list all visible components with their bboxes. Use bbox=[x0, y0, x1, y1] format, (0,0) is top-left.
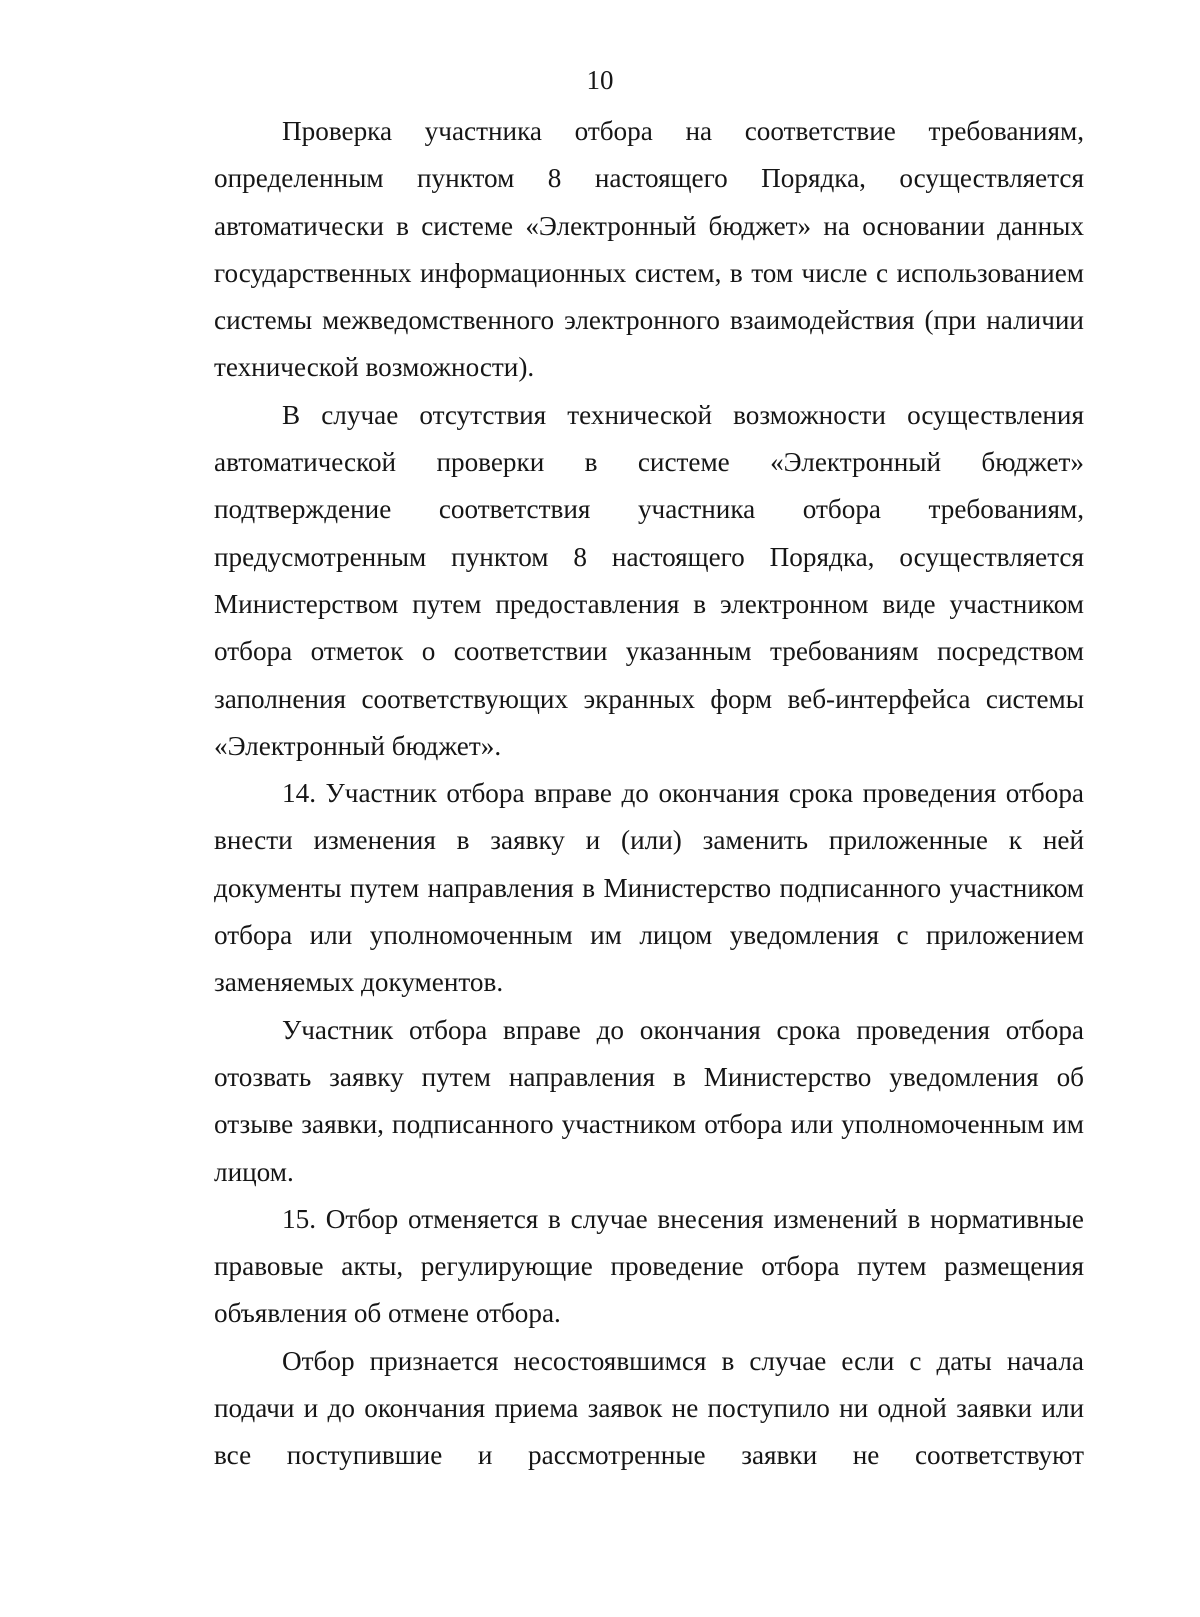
paragraph-withdraw-application: Участник отбора вправе до окончания срока проведения отбора отозвать заявку путем направления в Министерство уведомления об отзыве заявки, подписанного участником отбора или уполномоченным им лицом. bbox=[214, 1014, 1084, 1187]
paragraph-no-technical-possibility: В случае отсутствия технической возможности осуществления автоматической проверки в системе «Электронный бюджет» подтверждение соответствия участника отбора требованиям, предусмотренным пунктом 8 настоящего Порядка, осуществляется Министерством путем предоставления в электронном виде участником отбора отметок о соответствии указанным требованиям посредством заполнения соответствующих экранных форм веб-интерфейса системы «Электронный бюджет». bbox=[214, 399, 1084, 761]
page-number: 10 bbox=[586, 65, 614, 95]
paragraph-item-14: 14. Участник отбора вправе до окончания срока проведения отбора внести изменения в заявку и (или) заменить приложенные к ней документы путем направления в Министерство подписанного участником отбора или уполномоченным им лицом уведомления с приложением заменяемых документов. bbox=[214, 778, 1084, 998]
paragraph-selection-failed: Отбор признается несостоявшимся в случае если с даты начала подачи и до окончания приема заявок не поступило ни одной заявки или все поступившие и рассмотренные заявки не соответствуют bbox=[214, 1345, 1084, 1471]
paragraph-verification: Проверка участника отбора на соответствие требованиям, определенным пунктом 8 настоящего Порядка, осуществляется автоматически в системе «Электронный бюджет» на основании данных государственных информационных систем, в том числе с использованием системы межведомственного электронного взаимодействия (при наличии технической возможности). bbox=[214, 116, 1084, 383]
paragraph-item-15: 15. Отбор отменяется в случае внесения изменений в нормативные правовые акты, регулирующие проведение отбора путем размещения объявления об отмене отбора. bbox=[214, 1203, 1084, 1329]
document-body bbox=[214, 108, 1084, 1480]
